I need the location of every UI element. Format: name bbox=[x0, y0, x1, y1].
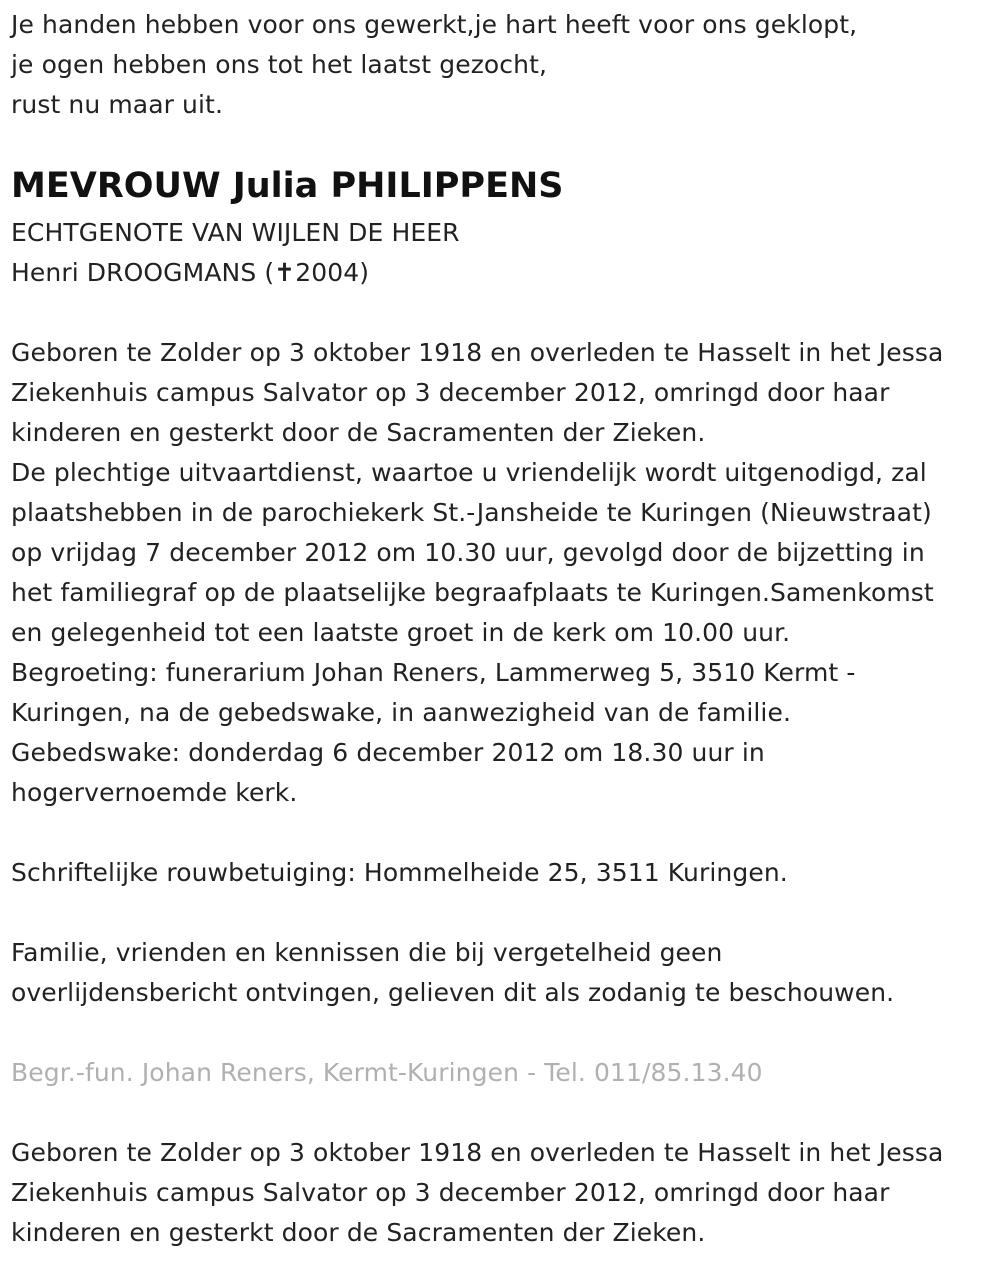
repeat-line: Ziekenhuis campus Salvator op 3 december 2012, omringd door haar bbox=[11, 1178, 890, 1207]
body-line: plaatshebben in de parochiekerk St.-Jansheide te Kuringen (Nieuwstraat) bbox=[11, 498, 932, 527]
notice-line: overlijdensbericht ontvingen, gelieven dit als zodanig te beschouwen. bbox=[11, 978, 895, 1007]
spouse-line: Henri DROOGMANS (✝2004) bbox=[11, 258, 370, 287]
body-line: kinderen en gesterkt door de Sacramenten der Zieken. bbox=[11, 418, 706, 447]
notice-line: Familie, vrienden en kennissen die bij vergetelheid geen bbox=[11, 938, 723, 967]
repeat-line: Geboren te Zolder op 3 oktober 1918 en overleden te Hasselt in het Jessa bbox=[11, 1138, 944, 1167]
body-line: en gelegenheid tot een laatste groet in de kerk om 10.00 uur. bbox=[11, 618, 791, 647]
body-line: Kuringen, na de gebedswake, in aanwezigheid van de familie. bbox=[11, 698, 791, 727]
condolence-address: Schriftelijke rouwbetuiging: Hommelheide 25, 3511 Kuringen. bbox=[11, 858, 788, 887]
body-line: op vrijdag 7 december 2012 om 10.30 uur, gevolgd door de bijzetting in bbox=[11, 538, 925, 567]
funeral-home-contact: Begr.-fun. Johan Reners, Kermt-Kuringen - Tel. 011/85.13.40 bbox=[11, 1058, 763, 1087]
body-line: Gebedswake: donderdag 6 december 2012 om 18.30 uur in bbox=[11, 738, 765, 767]
body-line: Begroeting: funerarium Johan Reners, Lammerweg 5, 3510 Kermt - bbox=[11, 658, 856, 687]
deceased-name: MEVROUW Julia PHILIPPENS bbox=[11, 166, 564, 206]
poem-line: rust nu maar uit. bbox=[11, 90, 223, 119]
body-line: het familiegraf op de plaatselijke begraafplaats te Kuringen.Samenkomst bbox=[11, 578, 934, 607]
body-line: De plechtige uitvaartdienst, waartoe u vriendelijk wordt uitgenodigd, zal bbox=[11, 458, 927, 487]
poem-line: je ogen hebben ons tot het laatst gezocht, bbox=[11, 50, 548, 79]
body-line: Geboren te Zolder op 3 oktober 1918 en overleden te Hasselt in het Jessa bbox=[11, 338, 944, 367]
body-line: hogervernoemde kerk. bbox=[11, 778, 298, 807]
poem-line: Je handen hebben voor ons gewerkt,je hart heeft voor ons geklopt, bbox=[11, 10, 858, 39]
relation-line: ECHTGENOTE VAN WIJLEN DE HEER bbox=[11, 218, 460, 247]
repeat-line: kinderen en gesterkt door de Sacramenten der Zieken. bbox=[11, 1218, 706, 1247]
body-line: Ziekenhuis campus Salvator op 3 december 2012, omringd door haar bbox=[11, 378, 890, 407]
